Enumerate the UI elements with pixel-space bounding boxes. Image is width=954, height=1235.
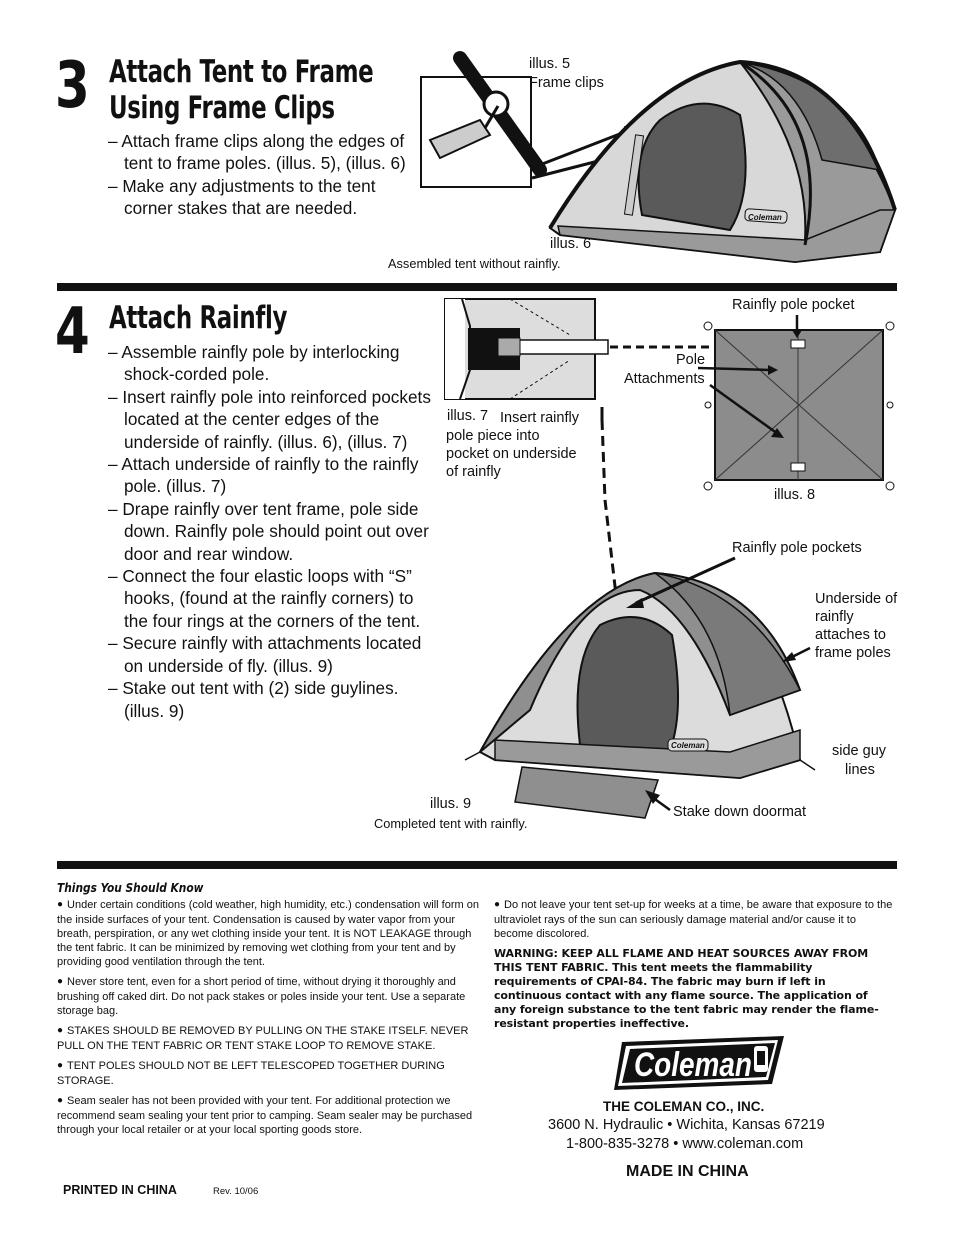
tip-item: ● STAKES SHOULD BE REMOVED BY PULLING ON THE STAKE ITSELF. NEVER PULL ON THE TENT FABRIC OR TENT STAKE LOOP TO REMOVE STAKE.: [57, 1024, 479, 1053]
illus-5-caption: Frame clips: [529, 75, 604, 91]
tip-item: ● Never store tent, even for a short period of time, without drying it thoroughly and brushing off caked dirt. Do not pack stakes or poles inside your tent. Use a separate storage bag.: [57, 975, 479, 1018]
step-4-item: – Assemble rainfly pole by interlocking shock-corded pole.: [108, 342, 400, 385]
pole-attachments-label-1: Pole: [676, 352, 706, 368]
section-divider: [57, 861, 897, 869]
illus-6-label: illus. 6: [550, 236, 592, 252]
things-heading: Things You Should Know: [57, 880, 204, 895]
step-3-number: 3: [55, 49, 89, 123]
step-3-instructions: [108, 130, 413, 220]
step-4-number: 4: [55, 295, 89, 369]
step-4-item: – Connect the four elastic loops with “S” hooks, (found at the rainfly corners) to the four rings at the corners of the tent.: [108, 566, 421, 631]
step-4-item: – Attach underside of rainfly to the rainfly pole. (illus. 7): [108, 454, 419, 497]
illus-5-label: illus. 5: [529, 56, 571, 72]
rainfly-pole-pocket-label: Rainfly pole pocket: [732, 297, 855, 313]
illus-9-caption: Completed tent with rainfly.: [374, 816, 528, 831]
illus-7-label: illus. 7: [447, 408, 489, 424]
doormat: [515, 767, 658, 818]
illus-9-label: illus. 9: [430, 796, 472, 812]
flame-warning: WARNING: KEEP ALL FLAME AND HEAT SOURCES AWAY FROM THIS TENT FABRIC. This tent meets the flammability requirements of CPAI-84. The fabric may burn if left in continuous contact with any flame source. The application of any foreign substance to the tent fabric may render the flame-resistant properties ineffective.: [494, 947, 879, 1030]
step-3-item: – Make any adjustments to the tent corner stakes that are needed.: [108, 175, 376, 219]
step-3-item: – Attach frame clips along the edges of tent to frame poles. (illus. 5), (illus. 6): [108, 131, 406, 174]
illus-7-caption: Insert rainfly pole piece into pocket on underside of rainfly: [446, 410, 579, 480]
printed-in-label: PRINTED IN CHINA: [63, 1183, 177, 1197]
side-guy-lines-label-2: lines: [845, 762, 875, 778]
step-3-title-line2: Using Frame Clips: [109, 90, 335, 126]
step-3-title-line1: Attach Tent to Frame: [109, 54, 374, 90]
step-4-item: – Drape rainfly over tent frame, pole side down. Rainfly pole should point out over door and rear window.: [108, 498, 429, 564]
step-4-item: – Insert rainfly pole into reinforced pockets located at the center edges of the underside of rainfly. (illus. 6), (illus. 7): [108, 386, 431, 452]
tent-brand-logo: Coleman: [671, 741, 705, 750]
step-4-title: Attach Rainfly: [109, 300, 288, 336]
things-right-column: [494, 898, 896, 947]
illus-6-caption: Assembled tent without rainfly.: [388, 256, 561, 271]
made-in-label: MADE IN CHINA: [626, 1163, 749, 1180]
things-left-column: [57, 898, 479, 1143]
step-4-instructions: [108, 341, 438, 722]
stake-doormat-label: Stake down doormat: [673, 804, 806, 820]
company-name: THE COLEMAN CO., INC.: [603, 1099, 765, 1114]
coleman-logo-text: Coleman: [634, 1046, 752, 1084]
step-4-item: – Stake out tent with (2) side guylines. (illus. 9): [108, 678, 399, 721]
tent-brand-logo: Coleman: [748, 213, 782, 222]
tent-frame-illustration: [410, 40, 905, 285]
step-4-item: – Secure rainfly with attachments located on underside of fly. (illus. 9): [108, 633, 422, 676]
tip-item: ● Do not leave your tent set-up for weeks at a time, be aware that exposure to the ultraviolet rays of the sun can seriously damage material and/or cause it to become discolored.: [494, 898, 896, 941]
illus-8-label: illus. 8: [774, 487, 816, 503]
side-guy-lines-label-1: side guy: [832, 743, 887, 759]
tip-item: ● Under certain conditions (cold weather, high humidity, etc.) condensation will form on the inside surfaces of your tent. Condensation is caused by water vapor from your breath, perspiration, or any wet clothing inside your tent. It is NOT LEAKAGE through the tent fabric. It can be minimized by removing wet clothing from your tent and by providing good ventilation through the tent.: [57, 898, 479, 969]
rainfly-pole-pockets-label: Rainfly pole pockets: [732, 540, 862, 556]
tip-item: ● Seam sealer has not been provided with your tent. For additional protection we recommend seam sealing your tent prior to camping. Seam sealer may be purchased through your local retailer or at your local sporting goods store.: [57, 1094, 479, 1137]
company-contact: 1-800-835-3278 • www.coleman.com: [566, 1136, 804, 1152]
coleman-logo: [612, 1034, 787, 1092]
company-address: 3600 N. Hydraulic • Wichita, Kansas 67219: [548, 1117, 825, 1133]
pole-attachments-label-2: Attachments: [624, 371, 705, 387]
tip-item: ● TENT POLES SHOULD NOT BE LEFT TELESCOPED TOGETHER DURING STORAGE.: [57, 1059, 479, 1088]
revision-label: Rev. 10/06: [213, 1186, 259, 1197]
underside-attach-label: Underside of rainfly attaches to frame poles: [815, 591, 898, 661]
